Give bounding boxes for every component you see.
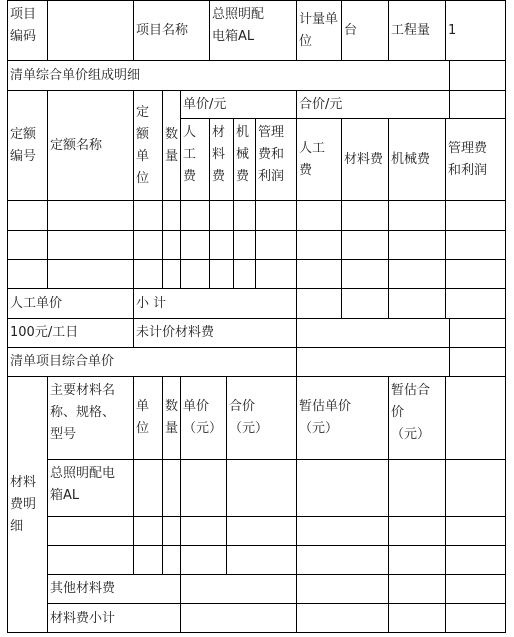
material-cell bbox=[296, 545, 388, 574]
table-bottom-border bbox=[7, 632, 506, 633]
material-name-spec-label bbox=[47, 376, 133, 459]
col-total-price-group-text: 合价/元 bbox=[299, 96, 343, 112]
unpriced-material-side bbox=[449, 318, 506, 347]
col-total-material bbox=[341, 118, 388, 200]
quantity-value bbox=[445, 0, 506, 60]
table-cell bbox=[233, 259, 255, 288]
table-right-border bbox=[505, 0, 506, 633]
material-cell bbox=[226, 545, 296, 574]
material-cell bbox=[388, 516, 445, 545]
item-name-label-text: 项目名称 bbox=[136, 22, 189, 38]
material-cell bbox=[445, 545, 506, 574]
material-subtotal-est-total bbox=[388, 603, 445, 633]
subtotal-labor bbox=[296, 288, 341, 318]
other-material-est-total bbox=[388, 574, 445, 603]
material-unit-label bbox=[133, 376, 162, 459]
col-unit-price-group-text: 单价/元 bbox=[183, 96, 227, 112]
table-cell bbox=[341, 259, 388, 288]
material-detail-label-text: 材料 费明 细 bbox=[10, 475, 37, 534]
table-cell bbox=[180, 230, 209, 259]
material-cell bbox=[180, 545, 226, 574]
material-cell bbox=[162, 459, 180, 516]
material-quantity-label-text: 数 量 bbox=[165, 399, 179, 436]
table-cell bbox=[296, 230, 341, 259]
other-material-value bbox=[180, 574, 296, 603]
table-cell bbox=[341, 230, 388, 259]
material-subtotal-value bbox=[180, 603, 296, 633]
material-cell bbox=[133, 545, 162, 574]
col-quota-name-text: 定额名称 bbox=[50, 137, 103, 153]
material-subtotal-side bbox=[445, 603, 506, 633]
table-cell bbox=[7, 259, 47, 288]
table-cell bbox=[162, 230, 180, 259]
material-cell bbox=[162, 545, 180, 574]
material-cell bbox=[445, 516, 506, 545]
unpriced-material-label-text: 未计价材料费 bbox=[136, 325, 215, 340]
table-cell bbox=[296, 259, 341, 288]
table-cell bbox=[255, 230, 296, 259]
col-unit-material bbox=[209, 118, 233, 200]
material-est-total-price-label bbox=[388, 376, 445, 459]
material-name bbox=[47, 459, 133, 516]
material-total-price-label-text: 合价 （元） bbox=[229, 399, 269, 436]
item-name-value bbox=[209, 0, 296, 60]
material-cell bbox=[226, 459, 296, 516]
col-unit-labor bbox=[180, 118, 209, 200]
material-unit-label-text: 单 位 bbox=[136, 399, 150, 436]
material-cell bbox=[162, 516, 180, 545]
col-unit-mgmt bbox=[255, 118, 296, 200]
unit-label-text: 计量单位 bbox=[299, 11, 339, 49]
composition-title-side bbox=[449, 60, 506, 90]
table-cell bbox=[255, 200, 296, 230]
col-quota-code-text: 定额 编号 bbox=[10, 126, 37, 164]
material-cell bbox=[180, 516, 226, 545]
material-cell bbox=[47, 516, 133, 545]
col-quota-unit bbox=[133, 90, 162, 200]
col-unit-machine bbox=[233, 118, 255, 200]
col-quota-unit-text: 定 额 单 位 bbox=[136, 104, 150, 186]
item-composite-price-value bbox=[296, 347, 449, 376]
table-cell bbox=[341, 200, 388, 230]
item-name-value-text: 总照明配 电箱AL bbox=[212, 7, 265, 44]
table-cell bbox=[296, 200, 341, 230]
col-quantity bbox=[162, 90, 180, 200]
unit-value-text: 台 bbox=[344, 22, 358, 38]
table-cell bbox=[388, 230, 445, 259]
other-material-label bbox=[47, 574, 180, 603]
col-total-material-text: 材料费 bbox=[344, 151, 384, 167]
material-cell bbox=[226, 516, 296, 545]
item-code-label-text: 项目 编码 bbox=[10, 7, 37, 44]
unit-value bbox=[341, 0, 388, 60]
table-cell bbox=[388, 259, 445, 288]
table-cell bbox=[180, 259, 209, 288]
col-total-labor bbox=[296, 118, 341, 200]
material-header-side bbox=[445, 376, 506, 459]
col-unit-material-text: 材 料 费 bbox=[212, 125, 226, 184]
subtotal-machine bbox=[388, 288, 445, 318]
table-cell bbox=[162, 259, 180, 288]
table-cell bbox=[162, 200, 180, 230]
quantity-label bbox=[388, 0, 445, 60]
material-est-total-price-label-text: 暂估合 价 （元） bbox=[391, 383, 431, 442]
item-composite-price-label-text: 清单项目综合单价 bbox=[10, 354, 115, 369]
material-subtotal-est bbox=[296, 603, 388, 633]
material-cell bbox=[180, 459, 226, 516]
table-cell bbox=[388, 200, 445, 230]
material-cell bbox=[296, 516, 388, 545]
other-material-side bbox=[445, 574, 506, 603]
labor-rate bbox=[7, 318, 133, 347]
col-quantity-text: 数 量 bbox=[165, 126, 179, 164]
item-code-label bbox=[7, 0, 47, 60]
unit-label bbox=[296, 0, 341, 60]
col-total-labor-text: 人工 费 bbox=[299, 140, 326, 178]
subtotal-label bbox=[133, 288, 296, 318]
material-cell bbox=[133, 516, 162, 545]
table-cell bbox=[209, 259, 233, 288]
material-unit-price-label-text: 单价 （元） bbox=[183, 399, 223, 436]
table-cell bbox=[255, 259, 296, 288]
composition-title-text: 清单综合单价组成明细 bbox=[10, 67, 141, 83]
table-cell bbox=[209, 230, 233, 259]
item-composite-price-side bbox=[449, 347, 506, 376]
item-code-value bbox=[47, 0, 133, 60]
col-quota-name bbox=[47, 90, 133, 200]
col-total-price-group bbox=[296, 90, 449, 118]
table-cell bbox=[233, 230, 255, 259]
material-name-spec-label-text: 主要材料名 称、规格、 型号 bbox=[50, 383, 116, 442]
table-cell bbox=[445, 230, 506, 259]
material-cell bbox=[47, 545, 133, 574]
subtotal-mgmt bbox=[445, 288, 506, 318]
col-unit-price-group bbox=[180, 90, 296, 118]
material-cell bbox=[296, 459, 388, 516]
unpriced-material-value bbox=[296, 318, 449, 347]
table-cell bbox=[7, 200, 47, 230]
table-cell bbox=[445, 259, 506, 288]
col-quota-code bbox=[7, 90, 47, 200]
material-subtotal-label-text: 材料费小计 bbox=[50, 610, 116, 626]
unpriced-material-label bbox=[133, 318, 296, 347]
material-subtotal-label bbox=[47, 603, 180, 633]
table-cell bbox=[445, 200, 506, 230]
other-material-label-text: 其他材料费 bbox=[50, 581, 116, 596]
material-name-text: 总照明配电 箱AL bbox=[50, 466, 116, 503]
material-est-unit-price-label-text: 暂估单价 （元） bbox=[299, 399, 352, 436]
table-cell bbox=[180, 200, 209, 230]
material-cell bbox=[445, 459, 506, 516]
subtotal-label-text: 小 计 bbox=[136, 295, 167, 311]
other-material-est bbox=[296, 574, 388, 603]
labor-rate-text: 100元/工日 bbox=[10, 325, 79, 340]
material-quantity-label bbox=[162, 376, 180, 459]
col-total-machine bbox=[388, 118, 445, 200]
subtotal-material bbox=[341, 288, 388, 318]
table-cell bbox=[47, 259, 133, 288]
item-composite-price-label bbox=[7, 347, 296, 376]
labor-unit-price-label bbox=[7, 288, 133, 318]
material-total-price-label bbox=[226, 376, 296, 459]
table-cell bbox=[47, 200, 133, 230]
quantity-label-text: 工程量 bbox=[391, 22, 431, 38]
col-total-mgmt bbox=[445, 118, 506, 200]
material-unit-price-label bbox=[180, 376, 226, 459]
material-cell bbox=[388, 459, 445, 516]
composition-title bbox=[7, 60, 449, 90]
material-cell bbox=[133, 459, 162, 516]
table-cell bbox=[133, 230, 162, 259]
table-cell bbox=[7, 230, 47, 259]
labor-unit-price-label-text: 人工单价 bbox=[10, 295, 63, 311]
table-cell bbox=[233, 200, 255, 230]
quantity-value-text: 1 bbox=[448, 22, 457, 38]
col-header-side bbox=[449, 90, 506, 118]
table-cell bbox=[133, 259, 162, 288]
material-est-unit-price-label bbox=[296, 376, 388, 459]
item-name-label bbox=[133, 0, 209, 60]
col-unit-machine-text: 机 械 费 bbox=[236, 125, 250, 184]
col-total-mgmt-text: 管理费 和利润 bbox=[448, 140, 488, 178]
table-cell bbox=[47, 230, 133, 259]
table-cell bbox=[133, 200, 162, 230]
material-detail-label bbox=[7, 376, 47, 633]
col-unit-mgmt-text: 管理 费和 利润 bbox=[258, 125, 285, 184]
table-cell bbox=[209, 200, 233, 230]
col-total-machine-text: 机械费 bbox=[391, 151, 431, 167]
col-unit-labor-text: 人 工 费 bbox=[183, 125, 197, 184]
material-cell bbox=[388, 545, 445, 574]
